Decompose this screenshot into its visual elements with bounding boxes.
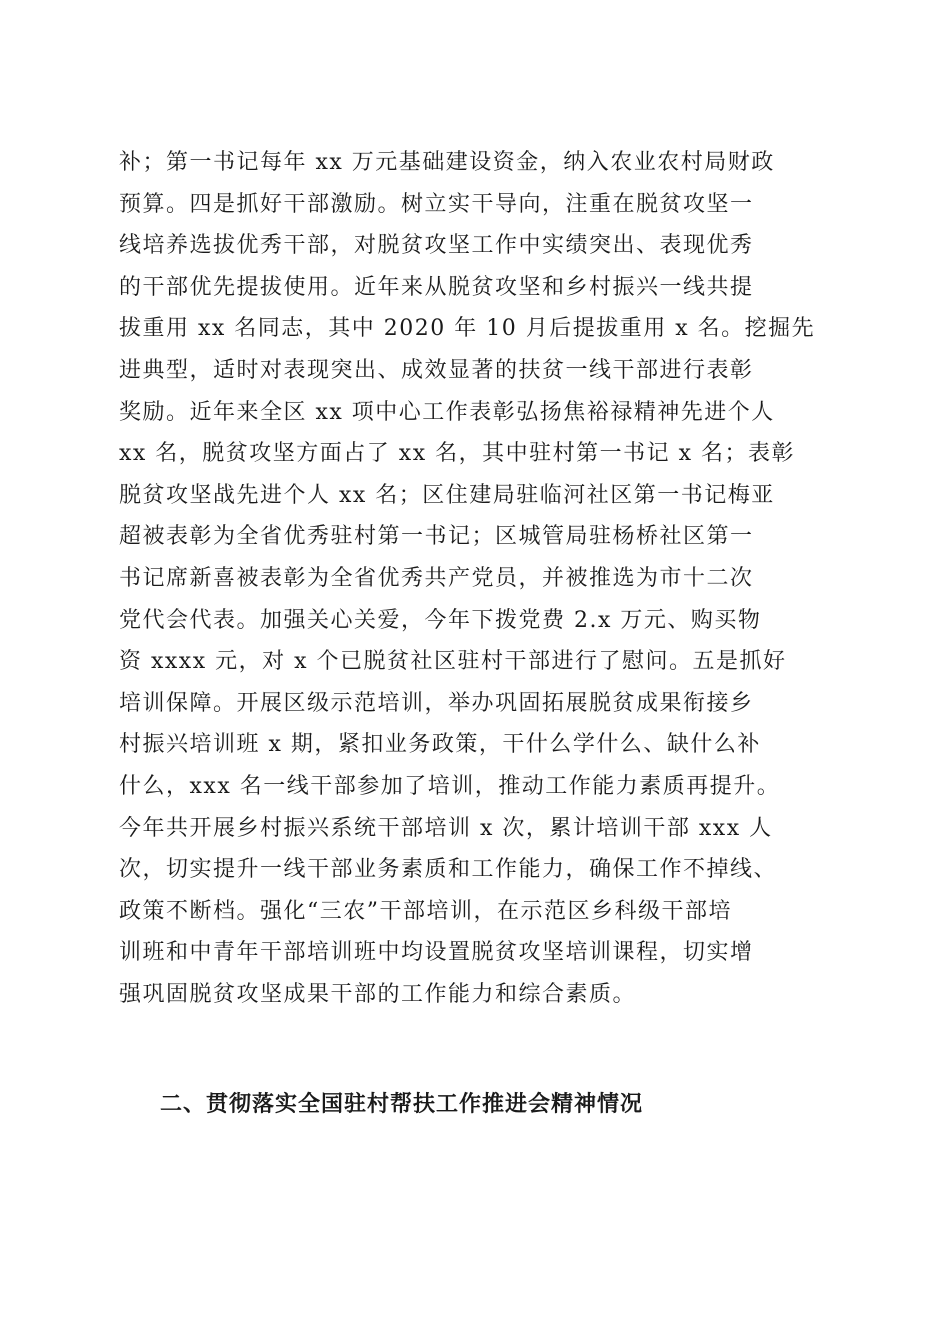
- text-line: 今年共开展乡村振兴系统干部培训 x 次，累计培训干部 xxx 人: [119, 815, 773, 841]
- section-heading: 二、贯彻落实全国驻村帮扶工作推进会精神情况: [160, 1092, 644, 1117]
- text-line: 书记席新喜被表彰为全省优秀共产党员，并被推选为市十二次: [119, 565, 754, 591]
- body-paragraph: [119, 142, 839, 1015]
- text-line: xx 名，脱贫攻坚方面占了 xx 名，其中驻村第一书记 x 名；表彰: [119, 441, 796, 467]
- text-line: 次，切实提升一线干部业务素质和工作能力，确保工作不掉线、: [119, 857, 778, 883]
- text-line: 脱贫攻坚战先进个人 xx 名；区住建局驻临河社区第一书记梅亚: [119, 482, 775, 508]
- text-line: 资 xxxx 元，对 x 个已脱贫社区驻村干部进行了慰问。五是抓好: [119, 649, 787, 675]
- text-line: 什么，xxx 名一线干部参加了培训，推动工作能力素质再提升。: [119, 773, 781, 799]
- text-line: 超被表彰为全省优秀驻村第一书记；区城管局驻杨桥社区第一: [119, 524, 754, 550]
- text-line: 强巩固脱贫攻坚成果干部的工作能力和综合素质。: [119, 981, 637, 1007]
- text-line: 政策不断档。强化“三农”干部培训，在示范区乡科级干部培: [119, 898, 732, 924]
- text-line: 补；第一书记每年 xx 万元基础建设资金，纳入农业农村局财政: [119, 150, 775, 175]
- text-line: 培训保障。开展区级示范培训，举办巩固拓展脱贫成果衔接乡: [119, 690, 754, 716]
- text-line: 拔重用 xx 名同志，其中 2020 年 10 月后提拔重用 x 名。挖掘先: [119, 316, 816, 342]
- text-line: 奖励。近年来全区 xx 项中心工作表彰弘扬焦裕禄精神先进个人: [119, 399, 775, 425]
- text-line: 进典型，适时对表现突出、成效显著的扶贫一线干部进行表彰: [119, 357, 754, 383]
- text-line: 党代会代表。加强关心关爱，今年下拨党费 2.x 万元、购买物: [119, 607, 762, 633]
- text-line: 训班和中青年干部培训班中均设置脱贫攻坚培训课程，切实增: [119, 940, 754, 966]
- text-line: 村振兴培训班 x 期，紧扣业务政策，干什么学什么、缺什么补: [119, 732, 761, 758]
- text-line: 的干部优先提拔使用。近年来从脱贫攻坚和乡村振兴一线共提: [119, 274, 754, 300]
- text-line: 线培养选拔优秀干部，对脱贫攻坚工作中实绩突出、表现优秀: [119, 233, 754, 259]
- text-line: 预算。四是抓好干部激励。树立实干导向，注重在脱贫攻坚一: [119, 191, 754, 217]
